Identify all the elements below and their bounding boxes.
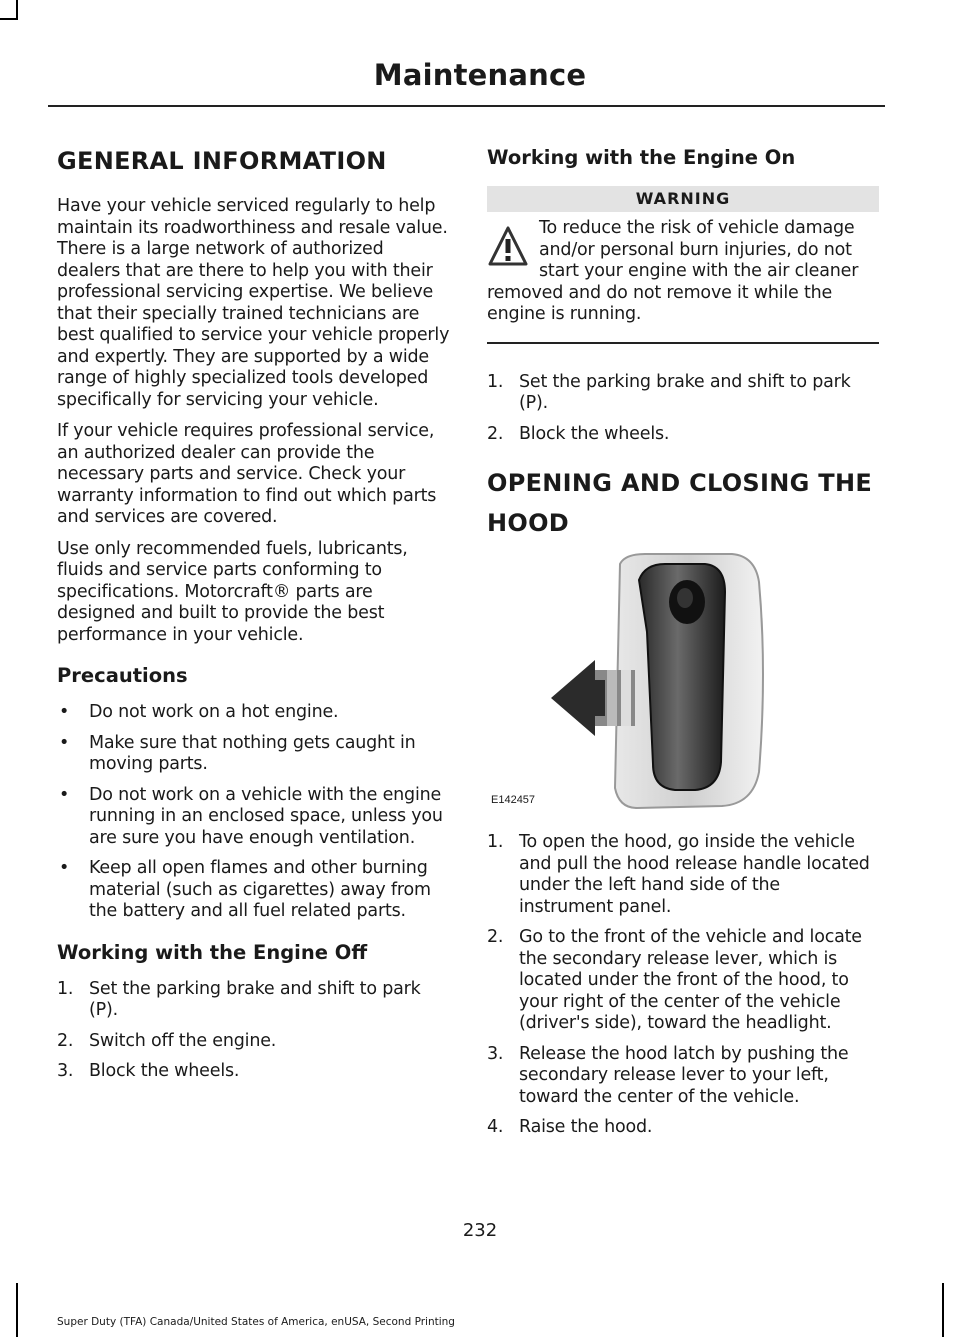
- warning-triangle-icon: [487, 224, 529, 270]
- section-heading-hood: OPENING AND CLOSING THE HOOD: [487, 469, 873, 537]
- crop-mark: [942, 1283, 944, 1337]
- figure-label: E142457: [491, 794, 536, 806]
- warning-box: [487, 186, 879, 344]
- subheading-precautions: Precautions: [57, 664, 188, 687]
- section-heading-general-information: GENERAL INFORMATION: [57, 147, 387, 175]
- crop-mark: [0, 18, 18, 20]
- list-item: 1. Set the parking brake and shift to park (P).: [57, 978, 421, 1020]
- right-column: [487, 146, 879, 1148]
- engine-off-steps: [57, 979, 450, 1083]
- hood-release-handle-image: [487, 552, 879, 812]
- list-item: • Do not work on a hot engine.: [59, 702, 339, 722]
- list-item: • Do not work on a vehicle with the engine running in an enclosed space, unless you are sure you have enough ventilation.: [59, 784, 443, 848]
- bullet-icon: •: [59, 702, 70, 722]
- warning-body: [487, 218, 879, 344]
- list-item: 2. Switch off the engine.: [57, 1030, 277, 1051]
- warning-text: To reduce the risk of vehicle damage and/or personal burn injuries, do not start your engine with the air cleaner removed and do not remove it while the engine is running.: [487, 218, 859, 324]
- page-number: 232: [462, 1220, 498, 1241]
- list-item: • Make sure that nothing gets caught in moving parts.: [59, 732, 416, 774]
- list-item: 2. Go to the front of the vehicle and locate the secondary release lever, which is located under the front of the hood, to your right of the center of the vehicle (driver's side), toward the headlight.: [487, 927, 862, 1033]
- subheading-engine-off: Working with the Engine Off: [57, 940, 368, 964]
- bullet-icon: •: [59, 784, 70, 805]
- hood-release-figure: [487, 552, 879, 812]
- list-item: 1. To open the hood, go inside the vehicle and pull the hood release handle located under the left hand side of the instrument panel.: [487, 832, 870, 917]
- paragraph: If your vehicle requires professional service, an authorized dealer can provide the necessary parts and service. Check your warranty information to find out which parts and services are covered.: [57, 421, 437, 527]
- list-item: 1. Set the parking brake and shift to park (P).: [487, 371, 851, 413]
- page-title: Maintenance: [373, 58, 587, 92]
- paragraph: Use only recommended fuels, lubricants, fluids and service parts conforming to specifications. Motorcraft® parts are designed and built to provide the best performance in your vehicle.: [57, 538, 408, 645]
- list-item: 2. Block the wheels.: [487, 423, 670, 444]
- bullet-icon: •: [59, 858, 70, 878]
- hood-steps: [487, 832, 879, 1139]
- subheading-engine-on: Working with the Engine On: [487, 146, 796, 169]
- list-item: 3. Release the hood latch by pushing the secondary release lever to your left, toward the center of the vehicle.: [487, 1043, 849, 1107]
- list-item: 3. Block the wheels.: [57, 1061, 240, 1081]
- crop-mark: [16, 1283, 18, 1337]
- left-column: [57, 146, 450, 1092]
- engine-on-steps: [487, 372, 879, 446]
- footer-text: Super Duty (TFA) Canada/United States of America, enUSA, Second Printing: [57, 1316, 455, 1328]
- list-item: 4. Raise the hood.: [487, 1117, 653, 1137]
- crop-mark: [16, 0, 18, 20]
- precautions-list: [57, 702, 450, 923]
- bullet-icon: •: [59, 732, 70, 753]
- paragraph: Have your vehicle serviced regularly to help maintain its roadworthiness and resale value. There is a large network of authorized dealers that are there to help you with their professional servicing expertise. We believe that their specially trained technicians are best qualified to service your vehicle properly and expertly. They are supported by a wide range of highly specialized tools developed specifically for servicing your vehicle.: [57, 196, 450, 410]
- warning-label: WARNING: [487, 186, 879, 212]
- header-rule: [48, 105, 885, 107]
- list-item: • Keep all open flames and other burning material (such as cigarettes) away from the battery and all fuel related parts.: [59, 858, 431, 921]
